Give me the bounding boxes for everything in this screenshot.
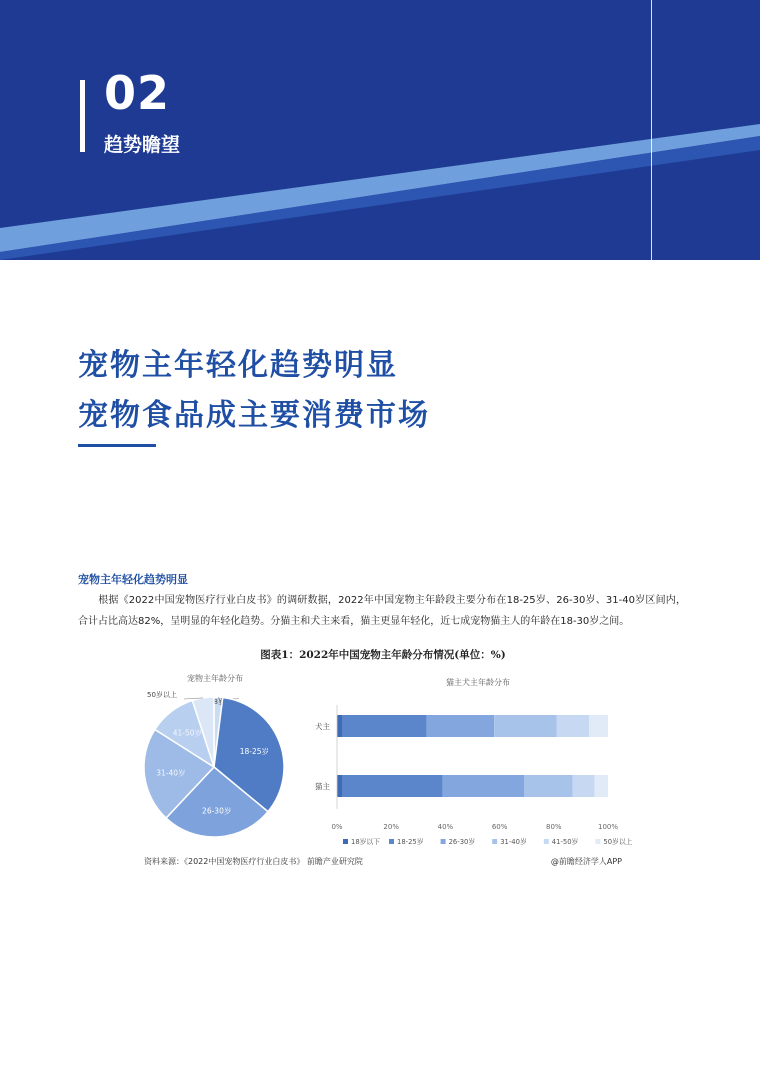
pie-slice-label: 18-25岁 [239, 747, 270, 756]
stacked-bar-segment [594, 775, 608, 797]
figure-title: 图表1：2022年中国宠物主年龄分布情况(单位：%) [260, 649, 506, 661]
pie-slice-label: 50岁以上 [147, 691, 177, 699]
stacked-bar-segment [557, 715, 590, 737]
legend-swatch [389, 839, 394, 844]
pie-slice-label: 31-40岁 [156, 768, 186, 778]
legend-swatch [595, 839, 600, 844]
chapter-number: 02 [104, 66, 171, 120]
bar-category-label: 猫主 [315, 782, 330, 791]
chapter-label: 趋势瞻望 [104, 134, 181, 156]
headline-line-1: 宠物主年轻化趋势明显 [78, 348, 398, 383]
legend-label: 26-30岁 [448, 838, 476, 846]
banner-accent-bar [80, 80, 85, 152]
x-tick-label: 60% [491, 823, 508, 831]
legend-swatch [441, 839, 446, 844]
pie-slice-label: 41-50岁 [172, 728, 203, 738]
banner-vertical-rule [651, 0, 652, 260]
paragraph-text: 根据《2022中国宠物医疗行业白皮书》的调研数据，2022年中国宠物主年龄段主要分布在18-25岁、26-30岁、31-40岁区间内，合计占比高达82%，呈明显的年轻化趋势。分猫主和犬主来看，猫主更显年轻化，近七成宠物猫主人的年龄在18-30岁之间。 [78, 595, 686, 627]
legend-swatch [544, 839, 549, 844]
figure-charts [138, 645, 633, 877]
stacked-bar-segment [443, 775, 524, 797]
stacked-bar-segment [573, 775, 595, 797]
legend-label: 18岁以下 [351, 838, 381, 846]
stacked-bar-segment [524, 775, 573, 797]
stacked-bar-segment [589, 715, 608, 737]
section-paragraph [78, 590, 686, 632]
legend-label: 31-40岁 [500, 838, 527, 846]
bar-category-label: 犬主 [315, 722, 330, 731]
legend-swatch [492, 839, 497, 844]
figure-source: 资料来源：《2022中国宠物医疗行业白皮书》 前瞻产业研究院 [144, 857, 363, 866]
stacked-bar-segment [494, 715, 556, 737]
x-tick-label: 40% [437, 823, 454, 831]
figure [138, 645, 633, 877]
legend-swatch [343, 839, 348, 844]
headline-underline [78, 444, 156, 447]
x-tick-label: 100% [597, 823, 619, 831]
pie-slice-label: 26-30岁 [202, 806, 232, 816]
section-heading: 宠物主年轻化趋势明显 [78, 573, 188, 586]
pie-title: 宠物主年龄分布 [187, 674, 243, 683]
stacked-bar-segment [337, 775, 342, 797]
x-tick-label: 0% [331, 823, 343, 831]
figure-credit: @前瞻经济学人APP [550, 857, 622, 866]
stacked-bar-segment [337, 715, 342, 737]
bar-chart-title: 猫主犬主年龄分布 [446, 678, 510, 687]
stacked-bar-segment [342, 715, 426, 737]
stacked-bar-segment [342, 775, 442, 797]
headline-line-2: 宠物食品成主要消费市场 [78, 398, 430, 433]
x-tick-label: 20% [383, 823, 399, 831]
x-tick-label: 80% [546, 823, 562, 831]
stacked-bar-segment [426, 715, 494, 737]
legend-label: 18-25岁 [397, 838, 424, 846]
legend-label: 50岁以上 [603, 838, 633, 846]
legend-label: 41-50岁 [551, 838, 579, 846]
